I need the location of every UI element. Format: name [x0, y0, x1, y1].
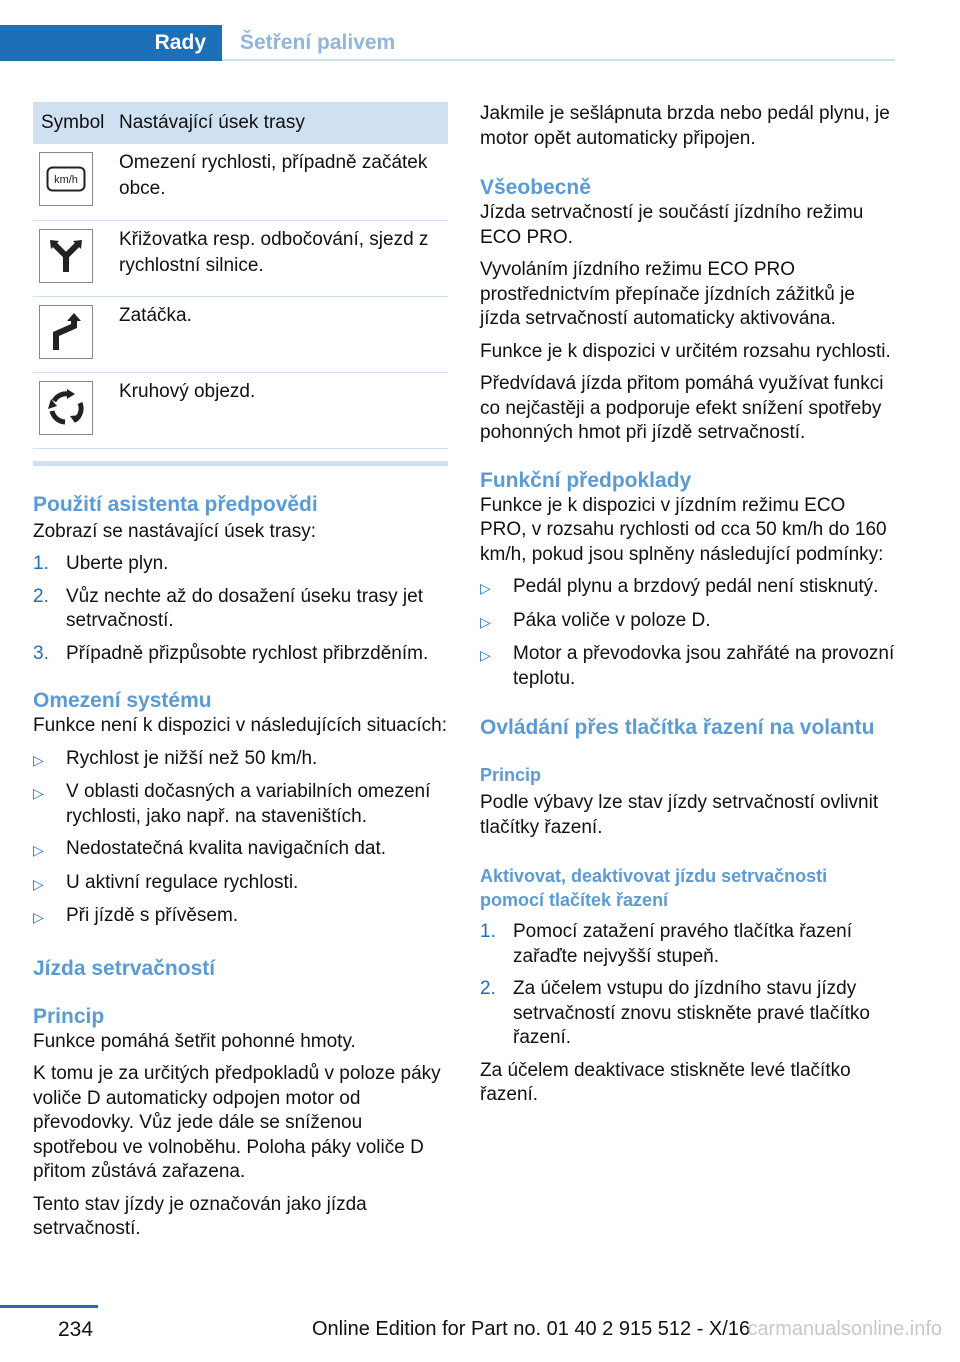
list-item — [33, 837, 448, 863]
paragraph-principle-paddles: Podle výbavy lze stav jízdy setrvačností ovlivnit tlačítky řazení. — [480, 792, 879, 838]
heading-coasting: Jízda setrvačností — [33, 956, 216, 980]
paragraph-requirements: Funkce je k dispozici v jízdním režimu ECO PRO, v rozsahu rychlosti od cca 50 km/h do 160 km/h, pokud jsou splněny následující podmínky: — [480, 494, 887, 565]
bullet-text: Páka voliče v poloze D. — [513, 609, 711, 631]
list-item — [480, 609, 895, 635]
heading-paddles: Ovládání přes tlačítka řazení na volantu — [480, 716, 875, 739]
list-item — [33, 780, 448, 829]
list-item — [33, 585, 448, 634]
list-item — [33, 552, 448, 577]
curve-sign-icon — [39, 305, 93, 359]
bullet-icon: ▷ — [480, 580, 491, 596]
kmh-label: km/h — [54, 174, 78, 186]
watermark: carmanualsonline.info — [747, 1318, 942, 1340]
left-column — [33, 102, 448, 1242]
step-text: Uberte plyn. — [66, 553, 169, 574]
list-item — [33, 904, 448, 930]
tab-underline — [222, 59, 895, 61]
paragraph-principle-2: K tomu je za určitých předpokladů v poloze páky voliče D automaticky odpojen motor od převodovky. Vůz jede dále se sníženou spotřebou ve volnoběhu. Poloha páky voliče D přitom zůstává zařazena. — [33, 1063, 441, 1182]
step-number: 1. — [480, 921, 496, 942]
table-row — [33, 296, 448, 372]
paragraph-general-2: Vyvoláním jízdního režimu ECO PRO prostřednictvím přepínače jízdních zážitků je jízda setrvačností automaticky aktivována. — [480, 259, 855, 329]
table-header-route: Nastávající úsek trasy — [119, 102, 448, 144]
paragraph-general-1: Jízda setrvačností je součástí jízdního režimu ECO PRO. — [480, 202, 864, 248]
table-row — [33, 372, 448, 448]
table-bottom-rule — [33, 461, 448, 466]
heading-limits: Omezení systému — [33, 689, 212, 712]
table-header-symbol: Symbol — [33, 102, 119, 144]
paragraph-general-3: Funkce je k dispozici v určitém rozsahu rychlosti. — [480, 340, 891, 362]
paragraph-deactivate: Za účelem deaktivace stiskněte levé tlačítko řazení. — [480, 1059, 851, 1105]
requirements-list — [480, 575, 895, 691]
table-cell-text: Omezení rychlosti, případně začátek obce. — [119, 144, 448, 220]
footer-rule — [0, 1305, 98, 1308]
bullet-icon: ▷ — [33, 875, 44, 892]
tab-rady[interactable]: Rady — [0, 25, 222, 61]
bullet-text: Pedál plynu a brzdový pedál není stisknutý. — [513, 576, 879, 597]
heading-usage: Použití asistenta předpovědi — [33, 492, 318, 516]
bullet-icon: ▷ — [33, 909, 44, 925]
roundabout-sign-icon — [39, 381, 93, 435]
table-cell-text: Zatáčka. — [119, 296, 448, 372]
toggle-steps — [480, 920, 895, 1051]
list-item — [480, 575, 895, 601]
table-cell-text: Křižovatka resp. odbočování, sjezd z rychlostní silnice. — [119, 220, 448, 296]
junction-sign-icon — [39, 229, 93, 283]
heading-toggle: Aktivovat, deaktivovat jízdu setrvačnosti pomocí tlačítek řazení — [480, 866, 828, 910]
step-text: Za účelem vstupu do jízdního stavu jízdy setrvačností znovu stiskněte pravé tlačítko řazení. — [513, 978, 870, 1048]
heading-principle: Princip — [33, 1004, 105, 1028]
heading-principle-2: Princip — [480, 765, 542, 785]
paragraph-principle-1: Funkce pomáhá šetřit pohonné hmoty. — [33, 1030, 356, 1052]
table-row — [33, 220, 448, 296]
paragraph-limits: Funkce není k dispozici v následujících situacích: — [33, 715, 447, 736]
bullet-text: Rychlost je nižší než 50 km/h. — [66, 747, 318, 769]
list-item — [480, 977, 895, 1051]
bullet-text: Motor a převodovka jsou zahřáté na provozní teplotu. — [513, 643, 895, 689]
speed-limit-sign-icon — [39, 152, 93, 206]
table-header-row — [33, 102, 448, 144]
bullet-icon: ▷ — [33, 785, 44, 801]
step-text: Pomocí zatažení pravého tlačítka řazení zařaďte nejvyšší stupeň. — [513, 921, 853, 967]
step-number: 3. — [33, 642, 49, 664]
list-item — [480, 642, 895, 691]
bullet-text: U aktivní regulace rychlosti. — [66, 871, 299, 893]
paragraph-principle-3: Tento stav jízdy je označován jako jízda setrvačností. — [33, 1193, 367, 1239]
bullet-icon: ▷ — [480, 647, 491, 663]
paragraph-general-4: Předvídavá jízda přitom pomáhá využívat funkci co nejčastěji a podporuje efekt snížení spotřeby pohonných hmot při jízdě setrvačností. — [480, 373, 884, 443]
heading-general: Všeobecně — [480, 176, 591, 199]
step-number: 2. — [33, 585, 49, 607]
page-number: 234 — [58, 1318, 94, 1341]
header-tabs — [0, 25, 895, 61]
bullet-icon: ▷ — [33, 842, 44, 858]
tab-setreni-palivem[interactable]: Šetření palivem — [240, 31, 396, 54]
list-item — [33, 642, 448, 667]
usage-steps — [33, 552, 448, 666]
table-cell-text: Kruhový objezd. — [119, 372, 448, 448]
list-item — [33, 871, 448, 897]
paragraph-reconnect: Jakmile je sešlápnuta brzda nebo pedál plynu, je motor opět automaticky připojen. — [480, 103, 890, 149]
step-text: Případně přizpůsobte rychlost přibrzděním. — [66, 642, 429, 664]
route-symbol-table — [33, 102, 448, 449]
heading-requirements: Funkční předpoklady — [480, 468, 692, 492]
step-number: 2. — [480, 978, 496, 999]
bullet-text: V oblasti dočasných a variabilních omezení rychlosti, jako např. na staveništích. — [66, 781, 431, 827]
bullet-icon: ▷ — [33, 751, 44, 768]
limits-list — [33, 747, 448, 930]
table-row — [33, 144, 448, 220]
bullet-text: Při jízdě s přívěsem. — [66, 905, 239, 926]
bullet-icon: ▷ — [480, 613, 491, 630]
list-item — [33, 747, 448, 773]
bullet-text: Nedostatečná kvalita navigačních dat. — [66, 838, 387, 859]
right-column — [480, 102, 895, 1108]
list-item — [480, 920, 895, 969]
paragraph-usage: Zobrazí se nastávající úsek trasy: — [33, 520, 317, 542]
step-number: 1. — [33, 553, 49, 574]
edition-note: Online Edition for Part no. 01 40 2 915 512 - X/16 — [312, 1318, 751, 1340]
step-text: Vůz nechte až do dosažení úseku trasy jet setrvačností. — [66, 585, 423, 631]
